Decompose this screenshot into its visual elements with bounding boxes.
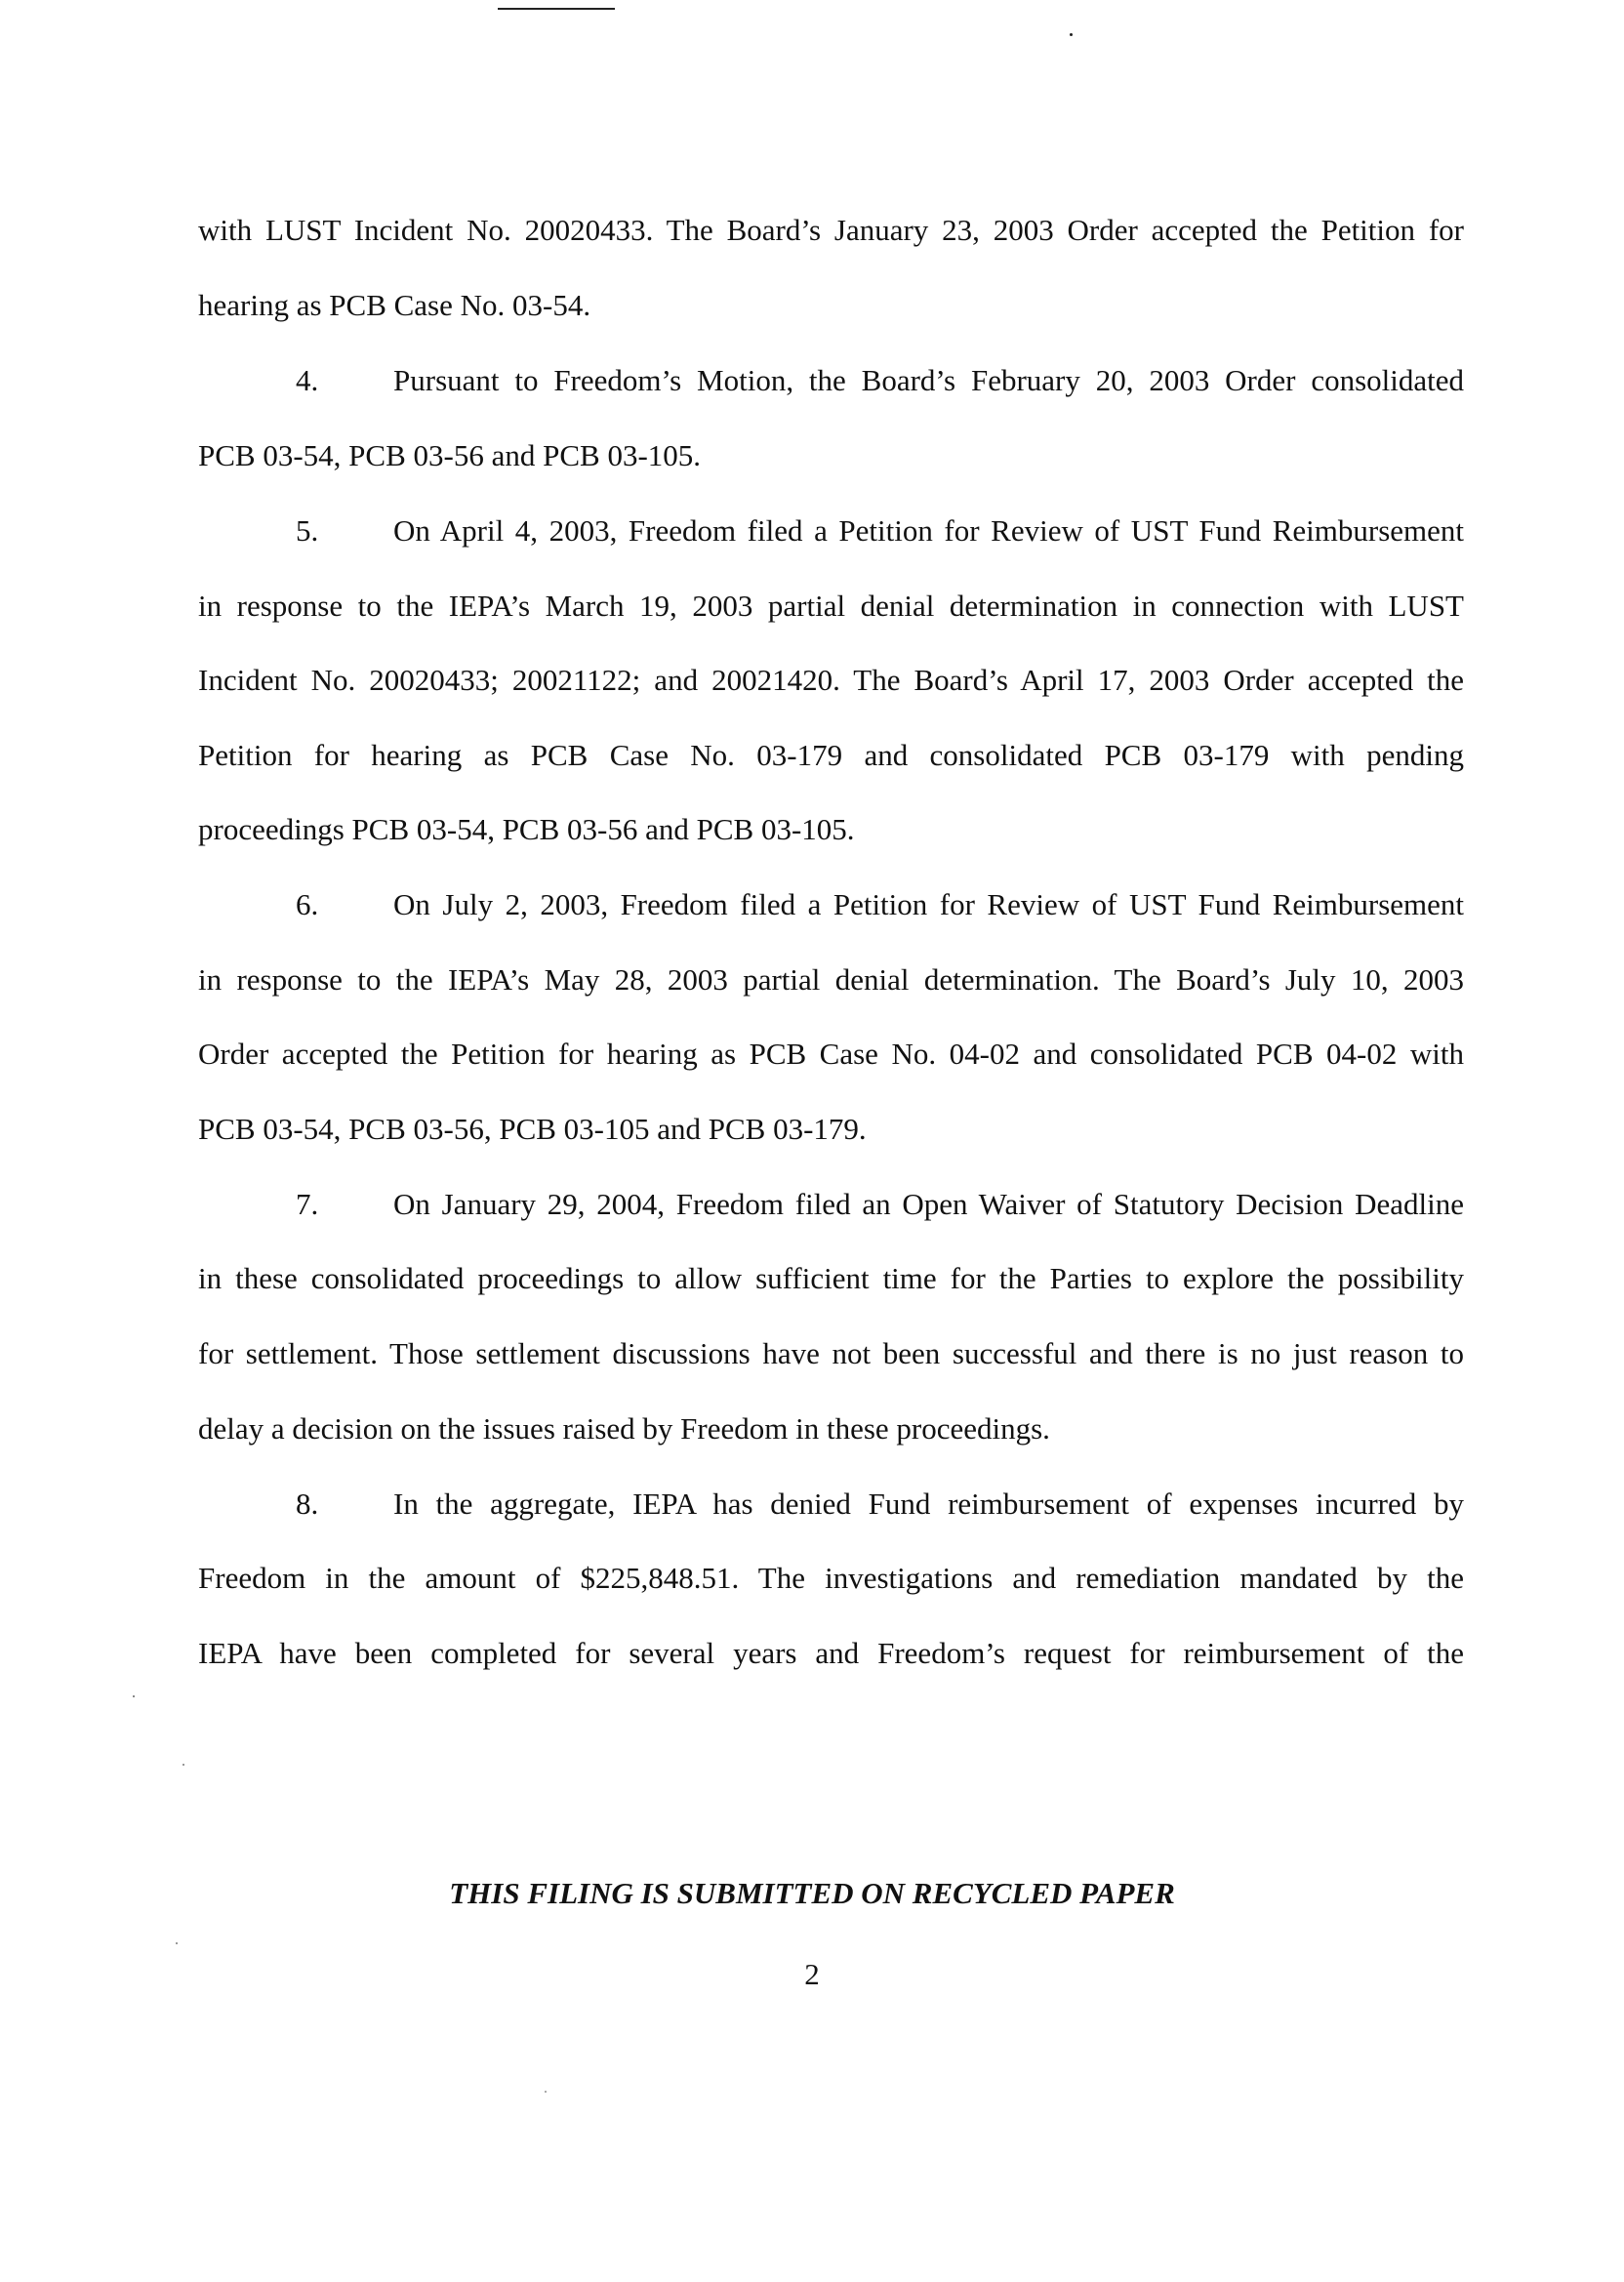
scan-artifact-dot	[1070, 33, 1073, 36]
paragraph-line: PCB 03-54, PCB 03-56 and PCB 03-105.	[198, 438, 702, 472]
scan-artifact-line	[498, 8, 615, 10]
paragraph-number: 7.	[296, 1187, 319, 1221]
paragraph-first-line: On January 29, 2004, Freedom filed an Open Waiver of Statutory Decision Deadline	[393, 1187, 1464, 1221]
scan-speck	[545, 2091, 547, 2093]
continuation-line-2: hearing as PCB Case No. 03-54.	[198, 288, 591, 322]
recycled-paper-notice: THIS FILING IS SUBMITTED ON RECYCLED PAPER	[449, 1876, 1175, 1910]
paragraph-line: Order accepted the Petition for hearing as PCB Case No. 04-02 and consolidated PCB 04-02 with	[198, 1037, 1464, 1071]
paragraph-line: in response to the IEPA’s May 28, 2003 partial denial determination. The Board’s July 10, 2003	[198, 962, 1464, 997]
paragraph-line: proceedings PCB 03-54, PCB 03-56 and PCB 03-105.	[198, 812, 855, 846]
paragraph-first-line: Pursuant to Freedom’s Motion, the Board’s February 20, 2003 Order consolidated	[393, 363, 1464, 397]
paragraph-line: Petition for hearing as PCB Case No. 03-179 and consolidated PCB 03-179 with pending	[198, 738, 1464, 772]
paragraph-line: for settlement. Those settlement discussions have not been successful and there is no just reason to	[198, 1336, 1464, 1370]
continuation-line-1: with LUST Incident No. 20020433. The Board’s January 23, 2003 Order accepted the Petition for	[198, 213, 1464, 247]
scan-speck	[183, 1764, 184, 1766]
paragraph-first-line: In the aggregate, IEPA has denied Fund reimbursement of expenses incurred by	[393, 1487, 1464, 1521]
paragraph-number: 6.	[296, 887, 319, 921]
paragraph-line: Freedom in the amount of $225,848.51. The investigations and remediation mandated by the	[198, 1561, 1464, 1595]
paragraph-line: PCB 03-54, PCB 03-56, PCB 03-105 and PCB 03-179.	[198, 1112, 867, 1146]
paragraph-line: Incident No. 20020433; 20021122; and 20021420. The Board’s April 17, 2003 Order accepted the	[198, 663, 1464, 697]
paragraph-number: 4.	[296, 363, 319, 397]
paragraph-line: IEPA have been completed for several years and Freedom’s request for reimbursement of the	[198, 1636, 1464, 1670]
page-number: 2	[804, 1957, 820, 1991]
scan-speck	[133, 1695, 135, 1697]
paragraph-line: delay a decision on the issues raised by Freedom in these proceedings.	[198, 1411, 1050, 1446]
paragraph-number: 5.	[296, 513, 319, 548]
paragraph-first-line: On April 4, 2003, Freedom filed a Petition for Review of UST Fund Reimbursement	[393, 513, 1464, 548]
paragraph-first-line: On July 2, 2003, Freedom filed a Petition for Review of UST Fund Reimbursement	[393, 887, 1464, 921]
paragraph-line: in response to the IEPA’s March 19, 2003 partial denial determination in connection with LUST	[198, 589, 1464, 623]
scan-speck	[176, 1942, 178, 1944]
paragraph-line: in these consolidated proceedings to allow sufficient time for the Parties to explore the possibility	[198, 1261, 1464, 1295]
paragraph-number: 8.	[296, 1487, 319, 1521]
